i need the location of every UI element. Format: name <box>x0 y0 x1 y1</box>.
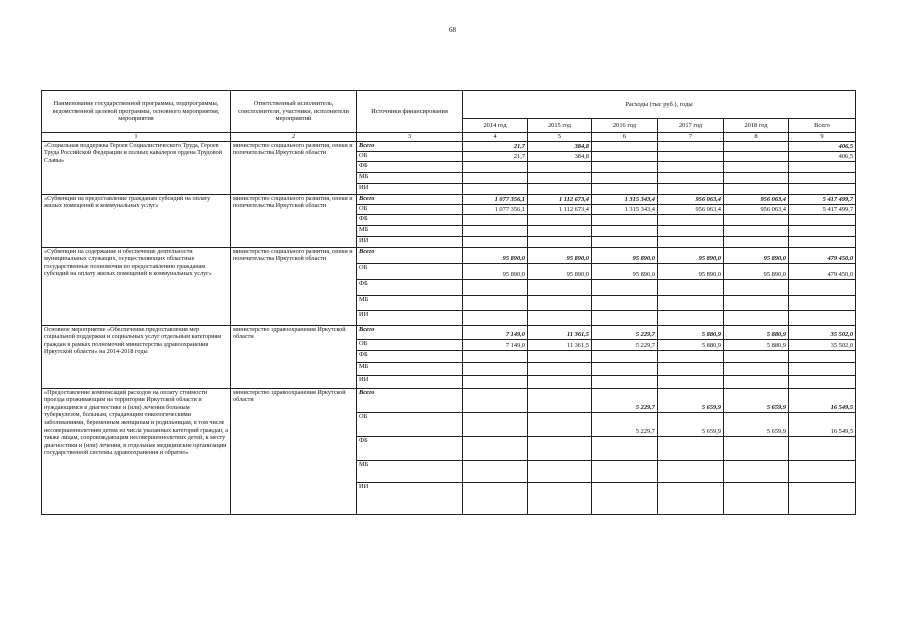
amount-cell: 5 229,7 <box>592 412 658 436</box>
total-cell <box>789 436 856 460</box>
measure-name: «Социальная поддержка Героев Социалистического Труда, Героев Труда Российской Федерации и полных кавалеров ордена Трудовой Славы» <box>42 141 231 194</box>
funding-source: ОБ <box>357 339 463 350</box>
amount-cell <box>658 172 724 183</box>
header-name: Наименование государственной программы, подпрограммы, ведомственной целевой программы, основного мероприятия, мероприятия <box>42 91 231 133</box>
total-cell: 406,5 <box>789 141 856 151</box>
total-cell: 479 450,0 <box>789 247 856 263</box>
amount-cell: 956 063,4 <box>724 204 789 214</box>
amount-cell <box>463 295 528 310</box>
amount-cell: 956 063,4 <box>658 204 724 214</box>
amount-cell: 11 361,5 <box>528 339 592 350</box>
amount-cell <box>528 214 592 225</box>
amount-cell: 1 112 673,4 <box>528 204 592 214</box>
amount-cell: 5 659,9 <box>724 412 789 436</box>
amount-cell: 1 315 343,4 <box>592 204 658 214</box>
amount-cell <box>463 460 528 482</box>
amount-cell <box>724 362 789 375</box>
total-cell <box>789 350 856 362</box>
amount-cell <box>463 350 528 362</box>
amount-cell: 5 229,7 <box>592 339 658 350</box>
amount-cell <box>592 350 658 362</box>
total-cell <box>789 172 856 183</box>
amount-cell <box>724 279 789 295</box>
total-cell <box>789 279 856 295</box>
amount-cell: 5 659,9 <box>658 388 724 412</box>
amount-cell: 5 880,9 <box>724 325 789 339</box>
amount-cell: 5 229,7 <box>592 388 658 412</box>
amount-cell <box>463 412 528 436</box>
amount-cell: 95 890,0 <box>658 263 724 279</box>
amount-cell <box>658 362 724 375</box>
measure-name: Основное мероприятие «Обеспечение предоставления мер социальной поддержки и социальных услуг отдельным категориям граждан в рамках полномочий министерства здравоохранения Иркутской области» на 2014-2018 годы <box>42 325 231 388</box>
amount-cell <box>724 225 789 236</box>
funding-source: ФБ <box>357 436 463 460</box>
table-row <box>42 247 856 263</box>
header-executor: Ответственный исполнитель, соисполнители, участники, исполнители мероприятий <box>231 91 357 133</box>
amount-cell <box>592 214 658 225</box>
column-index: 9 <box>789 133 856 142</box>
amount-cell <box>592 295 658 310</box>
column-index: 6 <box>592 133 658 142</box>
amount-cell <box>463 236 528 247</box>
funding-source: ИИ <box>357 236 463 247</box>
total-cell <box>789 183 856 194</box>
header-year: 2015 год <box>528 119 592 133</box>
funding-source: ОБ <box>357 151 463 161</box>
funding-source: ФБ <box>357 279 463 295</box>
amount-cell <box>463 310 528 325</box>
amount-cell <box>658 151 724 161</box>
amount-cell <box>658 295 724 310</box>
total-cell: 5 417 499,7 <box>789 204 856 214</box>
funding-source: ИИ <box>357 482 463 514</box>
amount-cell: 1 077 356,1 <box>463 204 528 214</box>
amount-cell: 5 880,9 <box>658 325 724 339</box>
funding-source: МБ <box>357 172 463 183</box>
table-row <box>42 141 856 151</box>
amount-cell <box>724 161 789 172</box>
amount-cell <box>463 362 528 375</box>
amount-cell <box>724 295 789 310</box>
total-cell: 406,5 <box>789 151 856 161</box>
amount-cell <box>658 350 724 362</box>
amount-cell <box>528 482 592 514</box>
total-cell <box>789 310 856 325</box>
amount-cell: 384,8 <box>528 141 592 151</box>
amount-cell <box>528 172 592 183</box>
amount-cell <box>592 236 658 247</box>
amount-cell: 5 880,9 <box>724 339 789 350</box>
amount-cell <box>724 236 789 247</box>
amount-cell <box>463 183 528 194</box>
amount-cell: 95 890,0 <box>724 247 789 263</box>
amount-cell: 95 890,0 <box>592 263 658 279</box>
funding-source: Всего <box>357 325 463 339</box>
funding-source: ФБ <box>357 350 463 362</box>
page-number: 68 <box>449 26 456 34</box>
amount-cell <box>658 225 724 236</box>
amount-cell: 21,7 <box>463 151 528 161</box>
amount-cell <box>724 214 789 225</box>
amount-cell <box>463 214 528 225</box>
amount-cell: 1 112 673,4 <box>528 194 592 204</box>
amount-cell <box>463 436 528 460</box>
amount-cell: 95 890,0 <box>463 247 528 263</box>
funding-source: ИИ <box>357 310 463 325</box>
amount-cell <box>724 375 789 388</box>
amount-cell <box>463 482 528 514</box>
funding-source: ФБ <box>357 214 463 225</box>
amount-cell <box>658 141 724 151</box>
amount-cell <box>724 310 789 325</box>
executor-name: министерство здравоохранения Иркутской области <box>231 388 357 514</box>
amount-cell <box>592 161 658 172</box>
total-cell <box>789 161 856 172</box>
column-index-row <box>42 133 856 142</box>
amount-cell: 5 659,9 <box>658 412 724 436</box>
amount-cell: 95 890,0 <box>592 247 658 263</box>
column-index: 4 <box>463 133 528 142</box>
total-cell <box>789 375 856 388</box>
header-expenses: Расходы (тыс руб.), годы <box>463 91 856 119</box>
column-index: 1 <box>42 133 231 142</box>
total-cell <box>789 362 856 375</box>
executor-name: министерство здравоохранения Иркутской области <box>231 325 357 388</box>
amount-cell <box>658 375 724 388</box>
total-cell: 479 450,0 <box>789 263 856 279</box>
table-row <box>42 388 856 412</box>
amount-cell <box>592 172 658 183</box>
amount-cell: 95 890,0 <box>463 263 528 279</box>
amount-cell <box>528 161 592 172</box>
amount-cell <box>528 388 592 412</box>
amount-cell <box>528 412 592 436</box>
amount-cell <box>724 151 789 161</box>
amount-cell: 956 063,4 <box>658 194 724 204</box>
amount-cell <box>658 460 724 482</box>
amount-cell <box>463 375 528 388</box>
amount-cell <box>463 172 528 183</box>
total-cell <box>789 460 856 482</box>
column-index: 5 <box>528 133 592 142</box>
total-cell <box>789 295 856 310</box>
amount-cell <box>463 225 528 236</box>
column-index: 7 <box>658 133 724 142</box>
funding-source: МБ <box>357 295 463 310</box>
amount-cell <box>528 436 592 460</box>
amount-cell <box>724 141 789 151</box>
funding-source: ОБ <box>357 204 463 214</box>
amount-cell: 384,8 <box>528 151 592 161</box>
header-source: Источники финансирования <box>357 91 463 133</box>
total-cell: 16 549,5 <box>789 412 856 436</box>
amount-cell: 95 890,0 <box>724 263 789 279</box>
total-cell: 16 549,5 <box>789 388 856 412</box>
amount-cell <box>528 279 592 295</box>
funding-source: ФБ <box>357 161 463 172</box>
amount-cell <box>592 362 658 375</box>
amount-cell <box>658 236 724 247</box>
total-cell <box>789 482 856 514</box>
measure-name: «Субвенции на предоставление гражданам субсидий на оплату жилых помещений и коммунальных услуг» <box>42 194 231 247</box>
measure-name: «Субвенции на содержание и обеспечение деятельности муниципальных служащих, осуществляющих областные государственные полномочия по предоставлению гражданам субсидий на оплату жилых помещений и коммунальных услуг» <box>42 247 231 325</box>
amount-cell <box>592 375 658 388</box>
funding-source: ОБ <box>357 263 463 279</box>
amount-cell: 7 149,0 <box>463 339 528 350</box>
amount-cell <box>724 183 789 194</box>
funding-source: Всего <box>357 141 463 151</box>
total-cell <box>789 214 856 225</box>
header-year: 2016 год <box>592 119 658 133</box>
amount-cell: 95 890,0 <box>658 247 724 263</box>
amount-cell <box>658 310 724 325</box>
amount-cell <box>592 460 658 482</box>
amount-cell <box>463 279 528 295</box>
amount-cell <box>724 460 789 482</box>
header-year: 2018 год <box>724 119 789 133</box>
amount-cell <box>463 161 528 172</box>
header-year: 2014 год <box>463 119 528 133</box>
header-year: 2017 год <box>658 119 724 133</box>
total-cell: 35 502,0 <box>789 325 856 339</box>
amount-cell: 956 063,4 <box>724 194 789 204</box>
amount-cell <box>658 214 724 225</box>
executor-name: министерство социального развития, опеки и попечительства Иркутской области <box>231 194 357 247</box>
amount-cell <box>658 279 724 295</box>
amount-cell <box>592 279 658 295</box>
amount-cell <box>592 310 658 325</box>
amount-cell <box>592 151 658 161</box>
amount-cell <box>724 436 789 460</box>
budget-table <box>41 90 856 515</box>
total-cell <box>789 225 856 236</box>
amount-cell <box>658 183 724 194</box>
funding-source: МБ <box>357 460 463 482</box>
amount-cell <box>724 482 789 514</box>
amount-cell: 5 880,9 <box>658 339 724 350</box>
amount-cell: 1 315 343,4 <box>592 194 658 204</box>
amount-cell <box>658 436 724 460</box>
column-index: 8 <box>724 133 789 142</box>
amount-cell: 7 149,0 <box>463 325 528 339</box>
amount-cell: 5 229,7 <box>592 325 658 339</box>
column-index: 2 <box>231 133 357 142</box>
amount-cell <box>724 172 789 183</box>
total-cell: 35 502,0 <box>789 339 856 350</box>
funding-source: МБ <box>357 225 463 236</box>
amount-cell <box>592 225 658 236</box>
amount-cell <box>528 362 592 375</box>
amount-cell <box>528 225 592 236</box>
executor-name: министерство социального развития, опеки и попечительства Иркутской области <box>231 247 357 325</box>
funding-source: ИИ <box>357 375 463 388</box>
amount-cell <box>528 460 592 482</box>
amount-cell: 5 659,9 <box>724 388 789 412</box>
funding-source: Всего <box>357 388 463 412</box>
amount-cell: 95 890,0 <box>528 247 592 263</box>
amount-cell <box>528 183 592 194</box>
amount-cell: 21,7 <box>463 141 528 151</box>
amount-cell <box>658 482 724 514</box>
table-body <box>42 141 856 514</box>
amount-cell <box>658 161 724 172</box>
amount-cell <box>528 350 592 362</box>
column-index: 3 <box>357 133 463 142</box>
table-row <box>42 325 856 339</box>
amount-cell <box>592 141 658 151</box>
amount-cell <box>463 388 528 412</box>
amount-cell <box>528 375 592 388</box>
measure-name: «Предоставление компенсаций расходов на оплату стоимости проезда проживающим на территории Иркутской области и нуждающимся в диагностике и (или) лечении больным туберкулезом, больным, страдающим онкологическими заболеваниями, беременным женщинам и родильницам, в том числе несовершеннолетним детям из числа указанных категорий граждан, а также лицам, сопровождающим несовершеннолетних детей, к месту диагностики и (или) лечения, в отдельные медицинские организации государственной системы здравоохранения и обратно» <box>42 388 231 514</box>
funding-source: ИИ <box>357 183 463 194</box>
amount-cell <box>592 436 658 460</box>
funding-source: Всего <box>357 194 463 204</box>
amount-cell: 95 890,0 <box>528 263 592 279</box>
funding-source: МБ <box>357 362 463 375</box>
amount-cell <box>528 236 592 247</box>
amount-cell <box>592 482 658 514</box>
amount-cell <box>724 350 789 362</box>
amount-cell: 1 077 356,1 <box>463 194 528 204</box>
executor-name: министерство социального развития, опеки и попечительства Иркутской области <box>231 141 357 194</box>
amount-cell: 11 361,5 <box>528 325 592 339</box>
total-cell: 5 417 499,7 <box>789 194 856 204</box>
total-cell <box>789 236 856 247</box>
funding-source: Всего <box>357 247 463 263</box>
table-row <box>42 194 856 204</box>
amount-cell <box>528 295 592 310</box>
amount-cell <box>528 310 592 325</box>
header-total: Всего <box>789 119 856 133</box>
funding-source: ОБ <box>357 412 463 436</box>
amount-cell <box>592 183 658 194</box>
